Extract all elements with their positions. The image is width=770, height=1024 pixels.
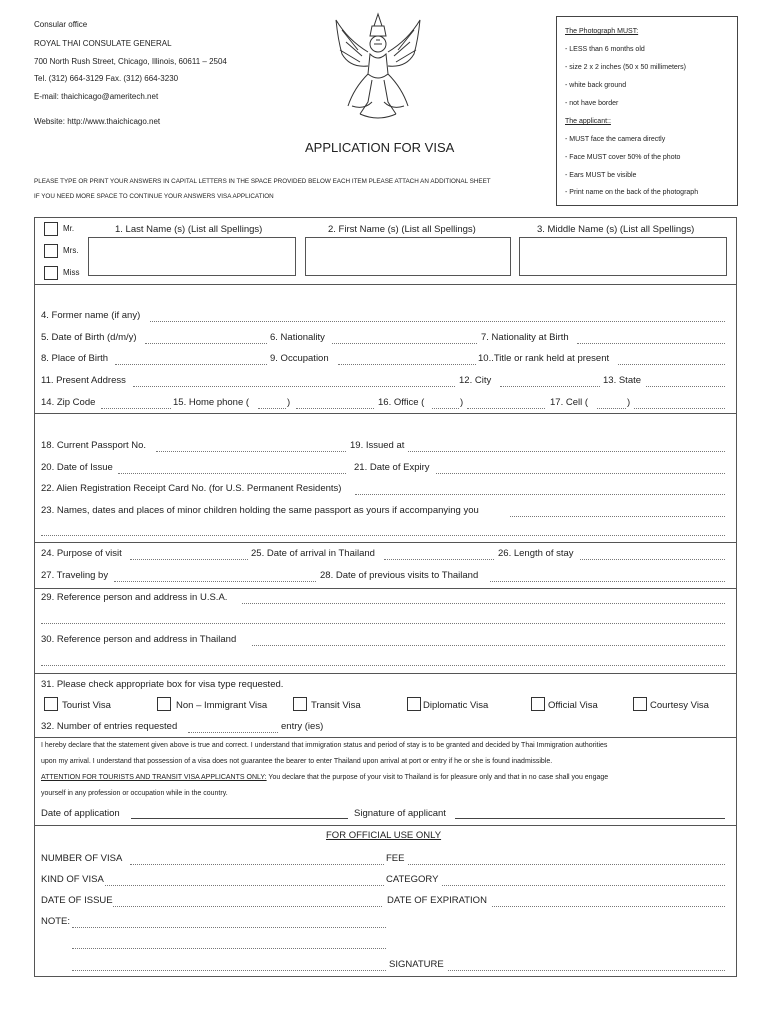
- office-phone-field[interactable]: [467, 408, 545, 409]
- date-issue-field[interactable]: [118, 473, 346, 474]
- page-title: APPLICATION FOR VISA: [305, 140, 455, 155]
- office-phone-label: 16. Office (: [378, 397, 425, 408]
- home-phone-area-field[interactable]: [258, 408, 286, 409]
- visa-diplomatic-checkbox[interactable]: [407, 697, 421, 711]
- traveling-by-label: 27. Traveling by: [41, 570, 109, 581]
- declaration-line-2: upon my arrival. I understand that possession of a visa does not guarantee the bearer to enter Thailand upon arrival at port or entry if he or she is found inadmissible.: [41, 758, 553, 765]
- signature-applicant-field[interactable]: [455, 818, 725, 819]
- length-stay-field[interactable]: [580, 559, 725, 560]
- alien-card-field[interactable]: [355, 494, 725, 495]
- ref-usa-field-continued[interactable]: [41, 623, 725, 624]
- title-miss-label: Miss: [63, 268, 80, 277]
- place-birth-label: 8. Place of Birth: [41, 353, 109, 364]
- entries-label: 32. Number of entries requested: [41, 721, 178, 732]
- visa-option-label: Non – Immigrant Visa: [176, 700, 268, 711]
- cell-phone-label: 17. Cell (: [550, 397, 589, 408]
- fee-label: FEE: [386, 853, 405, 864]
- children-field-continued[interactable]: [41, 535, 725, 536]
- ref-usa-field[interactable]: [242, 603, 725, 604]
- title-mr-label: Mr.: [63, 224, 75, 233]
- address-label: 11. Present Address: [41, 375, 126, 386]
- children-label: 23. Names, dates and places of minor children holding the same passport as yours if accompanying you: [41, 505, 479, 516]
- title-rank-field[interactable]: [618, 364, 725, 365]
- official-use-heading: FOR OFFICIAL USE ONLY: [326, 830, 442, 841]
- children-field[interactable]: [510, 516, 725, 517]
- number-visa-field[interactable]: [130, 864, 384, 865]
- ref-thailand-label: 30. Reference person and address in Thailand: [41, 634, 237, 645]
- applicant-heading: The applicant::: [565, 118, 611, 125]
- photo-rule: - size 2 x 2 inches (50 x 50 millimeters): [565, 64, 686, 71]
- title-rank-label: 10..Title or rank held at present: [478, 353, 610, 364]
- entries-field[interactable]: [188, 732, 278, 733]
- passport-number-field[interactable]: [156, 451, 346, 452]
- entries-suffix: entry (ies): [281, 721, 324, 732]
- zip-label: 14. Zip Code: [41, 397, 96, 408]
- date-expiration-label: DATE OF EXPIRATION: [387, 895, 487, 906]
- declaration-line-1: I hereby declare that the statement given above is true and correct. I understand that immigration status and period of stay is to be granted and decided by Thai Immigration authorities: [41, 742, 608, 749]
- nationality-birth-label: 7. Nationality at Birth: [481, 332, 569, 343]
- visa-option-label: Diplomatic Visa: [423, 700, 489, 711]
- applicant-rule: - Face MUST cover 50% of the photo: [565, 154, 681, 161]
- consulate-address: 700 North Rush Street, Chicago, Illinois, 60611 – 2504: [34, 57, 227, 66]
- nationality-birth-field[interactable]: [577, 343, 725, 344]
- consulate-email: E-mail: thaichicago@ameritech.net: [34, 92, 159, 101]
- note-field-continued[interactable]: [72, 948, 386, 949]
- visa-non-immigrant-checkbox[interactable]: [157, 697, 171, 711]
- nationality-field[interactable]: [332, 343, 477, 344]
- visa-courtesy-checkbox[interactable]: [633, 697, 647, 711]
- note-label: NOTE:: [41, 916, 71, 927]
- office-phone-area-field[interactable]: [432, 408, 459, 409]
- home-phone-field[interactable]: [296, 408, 374, 409]
- length-stay-label: 26. Length of stay: [498, 548, 574, 559]
- first-name-label: 2. First Name (s) (List all Spellings): [328, 224, 476, 235]
- photo-rule: - LESS than 6 months old: [565, 46, 645, 53]
- former-name-label: 4. Former name (if any): [41, 310, 141, 321]
- date-application-field[interactable]: [131, 818, 348, 819]
- consular-office-label: Consular office: [34, 20, 88, 29]
- official-signature-label: SIGNATURE: [389, 959, 444, 970]
- last-name-input[interactable]: [88, 237, 296, 276]
- alien-card-label: 22. Alien Registration Receipt Card No. (for U.S. Permanent Residents): [41, 483, 342, 494]
- garuda-emblem-icon: [328, 10, 428, 125]
- issued-at-label: 19. Issued at: [350, 440, 405, 451]
- date-expiry-label: 21. Date of Expiry: [354, 462, 430, 473]
- purpose-field[interactable]: [130, 559, 248, 560]
- city-label: 12. City: [459, 375, 492, 386]
- visa-official-checkbox[interactable]: [531, 697, 545, 711]
- purpose-label: 24. Purpose of visit: [41, 548, 122, 559]
- title-miss-checkbox[interactable]: [44, 266, 58, 280]
- visa-option-label: Tourist Visa: [62, 700, 111, 711]
- issued-at-field[interactable]: [408, 451, 725, 452]
- ref-usa-label: 29. Reference person and address in U.S.A.: [41, 592, 228, 603]
- ref-thailand-field-continued[interactable]: [41, 665, 725, 666]
- last-name-label: 1. Last Name (s) (List all Spellings): [115, 224, 263, 235]
- visa-type-prompt: 31. Please check appropriate box for visa type requested.: [41, 679, 284, 690]
- instruction-line-1: PLEASE TYPE OR PRINT YOUR ANSWERS IN CAPITAL LETTERS IN THE SPACE PROVIDED BELOW EACH ITEM PLEASE ATTACH AN ADDITIONAL SHEET: [34, 178, 491, 185]
- date-issue-label: 20. Date of Issue: [41, 462, 113, 473]
- middle-name-input[interactable]: [519, 237, 727, 276]
- cell-phone-field[interactable]: [634, 408, 725, 409]
- home-phone-label: 15. Home phone (: [173, 397, 250, 408]
- category-label: CATEGORY: [386, 874, 439, 885]
- date-application-label: Date of application: [41, 808, 120, 819]
- visa-tourist-checkbox[interactable]: [44, 697, 58, 711]
- first-name-input[interactable]: [305, 237, 511, 276]
- arrival-date-label: 25. Date of arrival in Thailand: [251, 548, 375, 559]
- state-field[interactable]: [646, 386, 725, 387]
- dob-label: 5. Date of Birth (d/m/y): [41, 332, 137, 343]
- official-signature-field[interactable]: [448, 970, 725, 971]
- number-visa-label: NUMBER OF VISA: [41, 853, 123, 864]
- applicant-rule: - Print name on the back of the photograph: [565, 189, 699, 196]
- kind-visa-field[interactable]: [105, 885, 384, 886]
- title-mr-checkbox[interactable]: [44, 222, 58, 236]
- consulate-website: Website: http://www.thaichicago.net: [34, 117, 161, 126]
- former-name-field[interactable]: [150, 321, 725, 322]
- photo-rule: - white back ground: [565, 82, 627, 89]
- consulate-tel-fax: Tel. (312) 664-3129 Fax. (312) 664-3230: [34, 74, 179, 83]
- date-issue-official-field[interactable]: [113, 906, 382, 907]
- consulate-name: ROYAL THAI CONSULATE GENERAL: [34, 39, 172, 48]
- visa-transit-checkbox[interactable]: [293, 697, 307, 711]
- previous-visits-field[interactable]: [490, 581, 725, 582]
- photo-requirements-box: [556, 16, 738, 206]
- photo-heading: The Photograph MUST:: [565, 28, 639, 35]
- note-field-continued[interactable]: [72, 970, 386, 971]
- address-field[interactable]: [133, 386, 455, 387]
- attention-text: You declare that the purpose of your visit to Thailand is for pleasure only and that in no case shall you engage: [266, 774, 609, 781]
- photo-rule: - not have border: [565, 100, 619, 107]
- previous-visits-label: 28. Date of previous visits to Thailand: [320, 570, 479, 581]
- date-issue-official-label: DATE OF ISSUE: [41, 895, 113, 906]
- signature-applicant-label: Signature of applicant: [354, 808, 446, 819]
- category-field[interactable]: [442, 885, 725, 886]
- applicant-rule: - MUST face the camera directly: [565, 136, 666, 143]
- dob-field[interactable]: [145, 343, 267, 344]
- arrival-date-field[interactable]: [384, 559, 494, 560]
- applicant-rule: - Ears MUST be visible: [565, 172, 637, 179]
- attention-heading: ATTENTION FOR TOURISTS AND TRANSIT VISA APPLICANTS ONLY:: [41, 774, 267, 781]
- nationality-label: 6. Nationality: [270, 332, 325, 343]
- state-label: 13. State: [603, 375, 642, 386]
- middle-name-label: 3. Middle Name (s) (List all Spellings): [537, 224, 695, 235]
- ref-thailand-field[interactable]: [252, 645, 725, 646]
- date-expiry-field[interactable]: [436, 473, 725, 474]
- cell-phone-area-field[interactable]: [597, 408, 626, 409]
- date-expiration-field[interactable]: [492, 906, 725, 907]
- visa-option-label: Transit Visa: [311, 700, 361, 711]
- visa-option-label: Courtesy Visa: [650, 700, 709, 711]
- visa-option-label: Official Visa: [548, 700, 598, 711]
- title-mrs-label: Mrs.: [63, 246, 79, 255]
- note-field[interactable]: [72, 927, 386, 928]
- instruction-line-2: IF YOU NEED MORE SPACE TO CONTINUE YOUR ANSWERS VISA APPLICATION: [34, 193, 274, 200]
- declaration-line-4: yourself in any profession or occupation while in the country.: [41, 790, 228, 797]
- occupation-field[interactable]: [338, 364, 476, 365]
- kind-visa-label: KIND OF VISA: [41, 874, 104, 885]
- place-birth-field[interactable]: [115, 364, 267, 365]
- fee-field[interactable]: [408, 864, 725, 865]
- city-field[interactable]: [500, 386, 600, 387]
- occupation-label: 9. Occupation: [270, 353, 329, 364]
- title-mrs-checkbox[interactable]: [44, 244, 58, 258]
- traveling-by-field[interactable]: [114, 581, 316, 582]
- passport-number-label: 18. Current Passport No.: [41, 440, 147, 451]
- zip-field[interactable]: [101, 408, 171, 409]
